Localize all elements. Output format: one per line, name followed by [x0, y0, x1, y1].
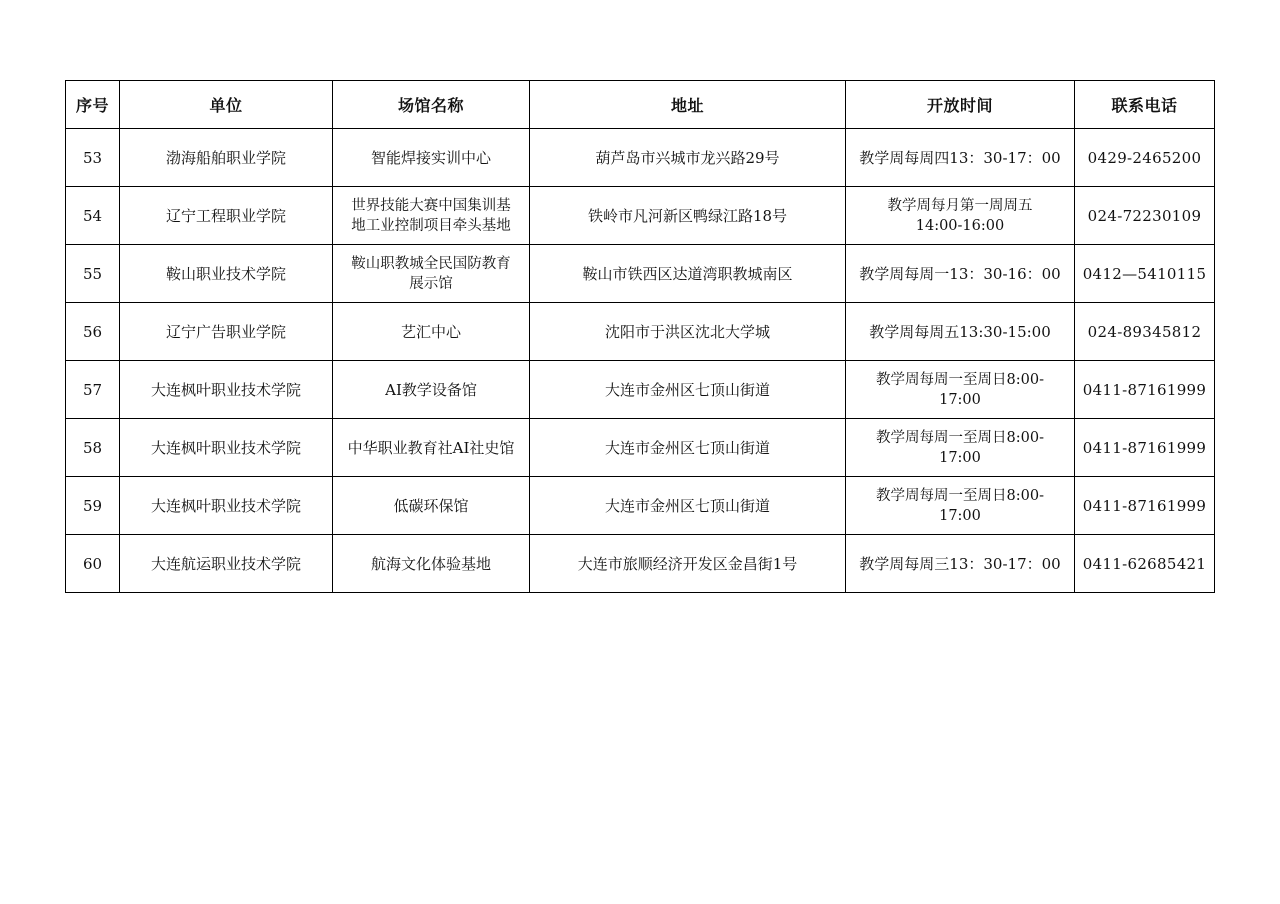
cell-address: 大连市金州区七顶山街道	[530, 361, 846, 419]
cell-no: 60	[66, 535, 120, 593]
cell-phone: 024-89345812	[1075, 303, 1215, 361]
cell-hours	[846, 303, 1075, 361]
cell-hours-line: 教学周每月第一周周五	[887, 197, 1033, 214]
cell-address: 铁岭市凡河新区鸭绿江路18号	[530, 187, 846, 245]
table-row	[66, 419, 1215, 477]
cell-address: 大连市金州区七顶山街道	[530, 419, 846, 477]
table-row	[66, 129, 1215, 187]
cell-venue-line: 智能焊接实训中心	[370, 148, 491, 167]
cell-no: 54	[66, 187, 120, 245]
cell-unit: 大连枫叶职业技术学院	[120, 361, 333, 419]
cell-hours-line: 14:00-16:00	[915, 217, 1005, 234]
table-row	[66, 535, 1215, 593]
cell-phone: 024-72230109	[1075, 187, 1215, 245]
cell-no: 56	[66, 303, 120, 361]
cell-phone: 0411-62685421	[1075, 535, 1215, 593]
cell-venue	[333, 129, 530, 187]
cell-hours-line: 17:00	[939, 391, 981, 408]
cell-address: 沈阳市于洪区沈北大学城	[530, 303, 846, 361]
cell-hours-line: 17:00	[939, 507, 981, 524]
header-phone: 联系电话	[1075, 81, 1215, 129]
cell-no: 55	[66, 245, 120, 303]
cell-address: 大连市旅顺经济开发区金昌街1号	[530, 535, 846, 593]
cell-venue-line: 低碳环保馆	[393, 496, 469, 515]
cell-unit: 鞍山职业技术学院	[120, 245, 333, 303]
cell-hours-line: 教学周每周五13:30-15:00	[869, 322, 1051, 341]
cell-unit: 大连枫叶职业技术学院	[120, 419, 333, 477]
table-body	[66, 129, 1215, 593]
table-row	[66, 361, 1215, 419]
cell-unit: 大连航运职业技术学院	[120, 535, 333, 593]
cell-phone: 0411-87161999	[1075, 477, 1215, 535]
document-sheet	[65, 80, 1215, 593]
cell-hours	[846, 361, 1075, 419]
table-row	[66, 245, 1215, 303]
cell-hours	[846, 477, 1075, 535]
header-venue: 场馆名称	[333, 81, 530, 129]
cell-hours-line: 17:00	[939, 449, 981, 466]
cell-hours-line: 教学周每周一13：30-16：00	[859, 264, 1061, 283]
cell-hours-line: 教学周每周一至周日8:00-	[876, 487, 1044, 504]
cell-hours	[846, 245, 1075, 303]
cell-no: 58	[66, 419, 120, 477]
cell-address: 鞍山市铁西区达道湾职教城南区	[530, 245, 846, 303]
cell-no: 53	[66, 129, 120, 187]
cell-phone: 0429-2465200	[1075, 129, 1215, 187]
cell-venue	[333, 477, 530, 535]
cell-hours-line: 教学周每周三13：30-17：00	[859, 554, 1061, 573]
header-hours: 开放时间	[846, 81, 1075, 129]
cell-venue-line: 中华职业教育社AI社史馆	[347, 438, 515, 457]
cell-venue-line: 展示馆	[409, 275, 453, 292]
cell-hours-line: 教学周每周一至周日8:00-	[876, 371, 1044, 388]
cell-venue	[333, 361, 530, 419]
cell-hours-line: 教学周每周四13：30-17：00	[859, 148, 1061, 167]
cell-venue-line: 鞍山职教城全民国防教育	[351, 255, 511, 272]
header-no: 序号	[66, 81, 120, 129]
header-unit: 单位	[120, 81, 333, 129]
cell-venue-line: 航海文化体验基地	[370, 554, 491, 573]
cell-hours	[846, 419, 1075, 477]
cell-no: 59	[66, 477, 120, 535]
cell-venue	[333, 187, 530, 245]
venue-table	[65, 80, 1215, 593]
cell-phone: 0412—5410115	[1075, 245, 1215, 303]
header-row	[66, 81, 1215, 129]
cell-unit: 渤海船舶职业学院	[120, 129, 333, 187]
cell-phone: 0411-87161999	[1075, 361, 1215, 419]
cell-venue	[333, 245, 530, 303]
table-row	[66, 303, 1215, 361]
cell-unit: 辽宁工程职业学院	[120, 187, 333, 245]
cell-address: 葫芦岛市兴城市龙兴路29号	[530, 129, 846, 187]
cell-venue-line: 艺汇中心	[400, 322, 461, 341]
cell-venue-line: 世界技能大赛中国集训基	[351, 197, 511, 214]
table-row	[66, 477, 1215, 535]
header-address: 地址	[530, 81, 846, 129]
cell-hours	[846, 129, 1075, 187]
cell-venue	[333, 535, 530, 593]
cell-phone: 0411-87161999	[1075, 419, 1215, 477]
cell-hours	[846, 535, 1075, 593]
cell-hours	[846, 187, 1075, 245]
cell-venue	[333, 303, 530, 361]
cell-venue-line: 地工业控制项目牵头基地	[351, 217, 511, 234]
table-row	[66, 187, 1215, 245]
cell-hours-line: 教学周每周一至周日8:00-	[876, 429, 1044, 446]
cell-unit: 辽宁广告职业学院	[120, 303, 333, 361]
cell-venue-line: AI教学设备馆	[385, 380, 477, 399]
cell-unit: 大连枫叶职业技术学院	[120, 477, 333, 535]
cell-address: 大连市金州区七顶山街道	[530, 477, 846, 535]
cell-no: 57	[66, 361, 120, 419]
cell-venue	[333, 419, 530, 477]
